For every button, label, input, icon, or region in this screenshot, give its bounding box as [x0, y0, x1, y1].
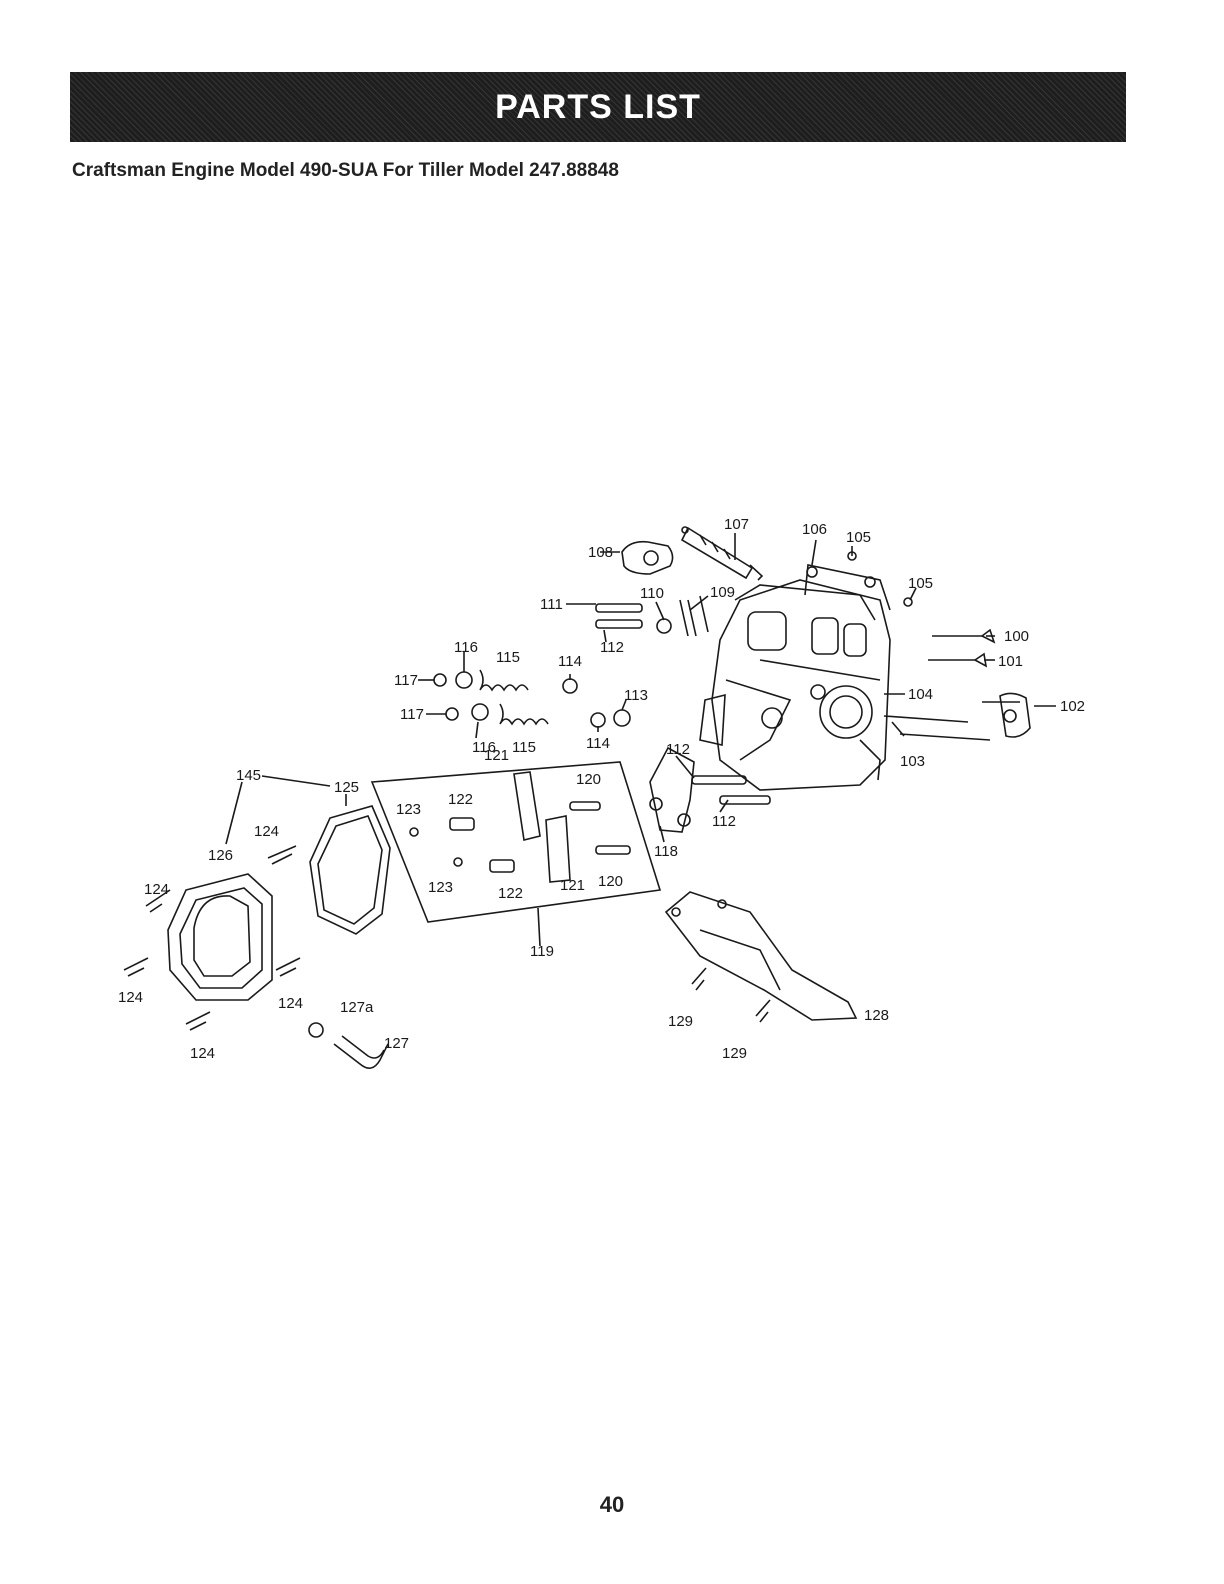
- callout-108: 108: [588, 544, 614, 561]
- callout-104: 104: [908, 686, 934, 703]
- callout-117-bottom: 117: [400, 706, 424, 723]
- callout-112-top: 112: [600, 639, 624, 656]
- callout-110: 110: [640, 585, 664, 602]
- shroud-plate-drawing: [666, 892, 856, 1020]
- callout-129-b: 129: [722, 1045, 748, 1062]
- callout-116-top: 116: [454, 639, 478, 656]
- callout-105-right: 105: [908, 575, 934, 592]
- callout-145: 145: [236, 767, 262, 784]
- callout-116-bottom: 116: [472, 739, 496, 756]
- callout-123-top: 123: [396, 801, 422, 818]
- callout-125: 125: [334, 779, 360, 796]
- callout-124-c: 124: [118, 989, 144, 1006]
- callout-112-mid: 112: [666, 741, 690, 758]
- callout-102: 102: [1060, 698, 1086, 715]
- callout-119: 119: [530, 943, 554, 960]
- callout-121-bottom: 121: [560, 877, 586, 894]
- callout-115-bottom: 115: [512, 739, 536, 756]
- callout-107: 107: [724, 516, 750, 533]
- callout-123-bottom: 123: [428, 879, 454, 896]
- callout-122-bottom: 122: [498, 885, 524, 902]
- callout-100: 100: [1004, 628, 1030, 645]
- callout-112-bottom: 112: [712, 813, 736, 830]
- callout-113: 113: [624, 687, 648, 704]
- callout-126: 126: [208, 847, 234, 864]
- callout-120-top: 120: [576, 771, 602, 788]
- callout-121-top: 121: [484, 747, 510, 764]
- callout-114-bottom: 114: [586, 735, 610, 752]
- exhaust-gasket-drawing: [622, 542, 673, 574]
- callout-103: 103: [900, 753, 926, 770]
- callout-124-e: 124: [190, 1045, 216, 1062]
- callout-101: 101: [998, 653, 1024, 670]
- callout-115-top: 115: [496, 649, 520, 666]
- callout-111: 111: [540, 596, 563, 613]
- callout-129-a: 129: [668, 1013, 694, 1030]
- spark-plug-drawing: [682, 527, 762, 580]
- page-number: 40: [599, 1492, 625, 1517]
- callout-122-top: 122: [448, 791, 474, 808]
- callout-120-bottom: 120: [598, 873, 624, 890]
- callout-105-top: 105: [846, 529, 872, 546]
- callout-124-b: 124: [144, 881, 170, 898]
- page-subtitle: Craftsman Engine Model 490-SUA For Tiller Model 247.88848: [72, 160, 619, 181]
- callout-127a: 127a: [340, 999, 374, 1016]
- cover-gasket-drawing: [310, 806, 390, 934]
- callout-127: 127: [384, 1035, 410, 1052]
- callout-124-a: 124: [254, 823, 280, 840]
- callout-124-d: 124: [278, 995, 304, 1012]
- callout-117-top: 117: [394, 672, 418, 689]
- banner-title: PARTS LIST: [495, 87, 701, 126]
- valve-cover-drawing: [168, 874, 272, 1000]
- callout-128: 128: [864, 1007, 890, 1024]
- callout-114-top: 114: [558, 653, 582, 670]
- callout-109: 109: [710, 584, 736, 601]
- callout-106: 106: [802, 521, 828, 538]
- callout-118: 118: [654, 843, 678, 860]
